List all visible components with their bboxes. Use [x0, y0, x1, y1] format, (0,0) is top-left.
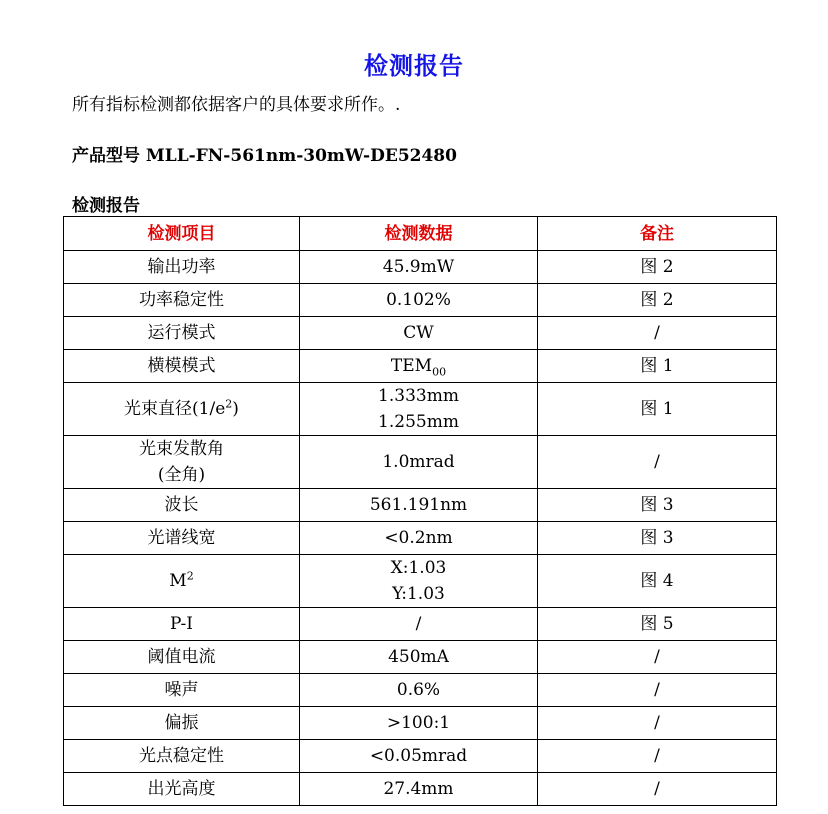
- row-note: /: [538, 641, 777, 674]
- header-note: 备注: [538, 217, 777, 251]
- item-superscript: 2: [225, 397, 233, 411]
- value-line-2: Y:1.03: [392, 584, 445, 604]
- item-main: 光束直径(1/e: [124, 399, 226, 419]
- row-note: 图 2: [538, 284, 777, 317]
- table-row: [64, 740, 777, 773]
- item-superscript: 2: [186, 569, 194, 583]
- row-note: /: [538, 707, 777, 740]
- row-item: [64, 436, 300, 489]
- row-item: 阈值电流: [64, 641, 300, 674]
- table-row: [64, 383, 777, 436]
- row-value: 1.0mrad: [300, 436, 538, 489]
- table-row: [64, 674, 777, 707]
- row-value: 45.9mW: [300, 251, 538, 284]
- row-value: 27.4mm: [300, 773, 538, 806]
- row-value: 450mA: [300, 641, 538, 674]
- row-note: 图 2: [538, 251, 777, 284]
- row-value: <0.05mrad: [300, 740, 538, 773]
- row-value: <0.2nm: [300, 522, 538, 555]
- item-line-1: 光束发散角: [139, 439, 224, 459]
- row-note: 图 5: [538, 608, 777, 641]
- row-note: 图 4: [538, 555, 777, 608]
- value-line-2: 1.255mm: [378, 412, 459, 432]
- product-model: 产品型号 MLL-FN-561nm-30mW-DE52480: [72, 146, 457, 166]
- table-row: [64, 251, 777, 284]
- row-value: 561.191nm: [300, 489, 538, 522]
- table-row: [64, 284, 777, 317]
- value-main: TEM: [390, 356, 433, 376]
- row-item: [64, 555, 300, 608]
- intro-text: 所有指标检测都依据客户的具体要求所作。.: [72, 95, 401, 115]
- table-row: [64, 555, 777, 608]
- item-line-2: (全角): [157, 465, 206, 485]
- report-table: [63, 216, 777, 806]
- value-line-1: X:1.03: [390, 558, 447, 578]
- row-note: /: [538, 773, 777, 806]
- table-row: [64, 522, 777, 555]
- item-tail: ): [232, 399, 239, 419]
- row-item: [64, 383, 300, 436]
- row-value: CW: [300, 317, 538, 350]
- row-note: 图 1: [538, 350, 777, 383]
- row-note: 图 1: [538, 383, 777, 436]
- section-heading: 检测报告: [72, 196, 140, 216]
- row-note: /: [538, 740, 777, 773]
- row-value: >100:1: [300, 707, 538, 740]
- row-item: 光谱线宽: [64, 522, 300, 555]
- row-item: 波长: [64, 489, 300, 522]
- row-item: 功率稳定性: [64, 284, 300, 317]
- value-subscript: 00: [432, 365, 447, 379]
- table-row: [64, 317, 777, 350]
- row-item: 输出功率: [64, 251, 300, 284]
- table-row: [64, 641, 777, 674]
- row-value: /: [300, 608, 538, 641]
- row-item: 噪声: [64, 674, 300, 707]
- table-row: [64, 489, 777, 522]
- header-item: 检测项目: [64, 217, 300, 251]
- row-item: P-I: [64, 608, 300, 641]
- row-note: /: [538, 436, 777, 489]
- table-row: [64, 608, 777, 641]
- row-value: [300, 555, 538, 608]
- table-row: [64, 350, 777, 383]
- table-row: [64, 707, 777, 740]
- page-title: 检测报告: [364, 51, 464, 80]
- row-item: 出光高度: [64, 773, 300, 806]
- row-note: /: [538, 317, 777, 350]
- item-main: M: [169, 571, 187, 591]
- row-value: 0.102%: [300, 284, 538, 317]
- value-line-1: 1.333mm: [378, 386, 459, 406]
- row-note: 图 3: [538, 522, 777, 555]
- table-header-row: [64, 217, 777, 251]
- header-value: 检测数据: [300, 217, 538, 251]
- row-item: 偏振: [64, 707, 300, 740]
- row-item: 横模模式: [64, 350, 300, 383]
- row-item: 运行模式: [64, 317, 300, 350]
- row-value: [300, 383, 538, 436]
- row-item: 光点稳定性: [64, 740, 300, 773]
- row-value: 0.6%: [300, 674, 538, 707]
- table-row: [64, 773, 777, 806]
- row-note: /: [538, 674, 777, 707]
- row-value: [300, 350, 538, 383]
- row-note: 图 3: [538, 489, 777, 522]
- table-row: [64, 436, 777, 489]
